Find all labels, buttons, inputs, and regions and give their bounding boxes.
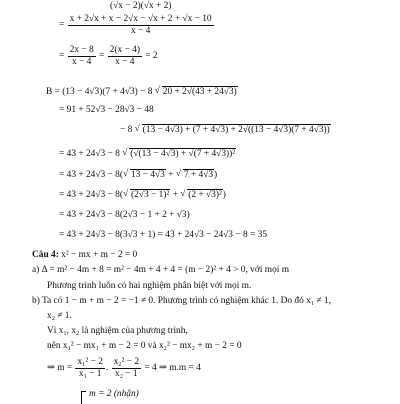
proof-line-6: = 43 + 24√3 − 8 √ (√(13 − 4√3) + √(7 + 4√3))²	[59, 150, 236, 159]
proof-line-2: = $\frac{2x - 8}{x - 4}$ = $\frac{2(x - 4)}{x - 4}$ = 2	[59, 45, 158, 68]
fraction-x2: $\frac{\text{x₂² − 2}}{\text{x₂ − 1}}$	[113, 357, 140, 380]
radical: √ 20 + 2√(43 + 24√3)	[155, 88, 238, 97]
part-a-line-2: Phương trình luôn có hai nghiệm phân biệt với mọi m.	[47, 281, 252, 291]
radical: √ (13 − 4√3) + (7 + 4√3) + 2√((13 − 4√3)(7 + 4√3))	[135, 126, 331, 135]
proof-line-1: = $\frac{x + 2√x + x - 2√x - √x + 2 + √x - 10}{x - 4}$	[59, 14, 212, 37]
radical: √ (2 + √3)²	[180, 191, 223, 200]
fraction-denominator-top: (√x − 2)(√x + 2)	[110, 1, 172, 11]
fraction-2x-8: $\frac{2x - 8}{x - 4}$	[69, 45, 94, 68]
proof-line-10: = 43 + 24√3 − 8(3√3 + 1) = 43 + 24√3 − 24√3 − 8 = 35	[59, 230, 268, 240]
fraction-2x-4: $\frac{2(x - 4)}{x - 4}$	[109, 45, 140, 68]
part-b-line-3: Vì x₁, x₂ là nghiệm của phương trình,	[47, 326, 188, 336]
part-b-line-1: b) Ta có 1 − m + m − 2 = −1 ≠ 0. Phương trình có nghiệm khác 1. Do đó x₁ ≠ 1,	[32, 296, 331, 306]
part-b-line-6: m = 2 (nhận)	[89, 389, 139, 399]
radical: √ (√(13 − 4√3) + √(7 + 4√3))²	[122, 150, 236, 159]
fraction-x1: $\frac{\text{x₁² − 2}}{\text{x₁ − 1}}$	[77, 357, 103, 380]
question-4-header: Câu 4: x² − mx + m − 2 = 0	[32, 250, 138, 260]
proof-line-9: = 43 + 24√3 − 8(2√3 − 1 + 2 + √3)	[59, 210, 190, 220]
proof-line-7: = 43 + 24√3 − 8(√ 13 − 4√3 + √ 7 + 4√3)	[59, 171, 217, 180]
part-b-line-4: nên x₁² − mx₁ + m − 2 = 0 và x₂² − mx₂ + m − 2 = 0	[47, 341, 242, 351]
radical: √ 13 − 4√3	[123, 171, 166, 180]
proof-line-5: − 8 √ (13 − 4√3) + (7 + 4√3) + 2√((13 − 4√3)(7 + 4√3))	[120, 126, 331, 135]
proof-line-8: = 43 + 24√3 − 8(√ (2√3 − 1)² + √ (2 + √3)²)	[59, 191, 226, 200]
part-a-line-1: a) Δ = m² − 4m + 8 = m² − 4m + 4 + 4 = (m − 2)² + 4 > 0, với mọi m	[32, 265, 289, 275]
proof-line-4: = 91 + 52√3 − 28√3 − 48	[59, 105, 154, 115]
fraction-expanded: $\frac{x + 2√x + x - 2√x - √x + 2 + √x - 10}{x - 4}$	[69, 14, 212, 37]
radical: √ 7 + 4√3	[176, 171, 214, 180]
radical: √ (2√3 − 1)²	[123, 191, 170, 200]
part-b-line-5: ⇒ m = $\frac{\text{x₁² − 2}}{\text{x₁ − 1}}$ . $\frac{\text{x₂² − 2}}{\text{x₂ − 1}}$ = 4 ⇒ m.m = 4	[47, 357, 201, 380]
part-b-line-2: x₂ ≠ 1.	[47, 311, 72, 321]
bracket	[81, 391, 86, 404]
proof-line-B: B = (13 − 4√3)(7 + 4√3) − 8 √ 20 + 2√(43 + 24√3)	[46, 88, 238, 97]
